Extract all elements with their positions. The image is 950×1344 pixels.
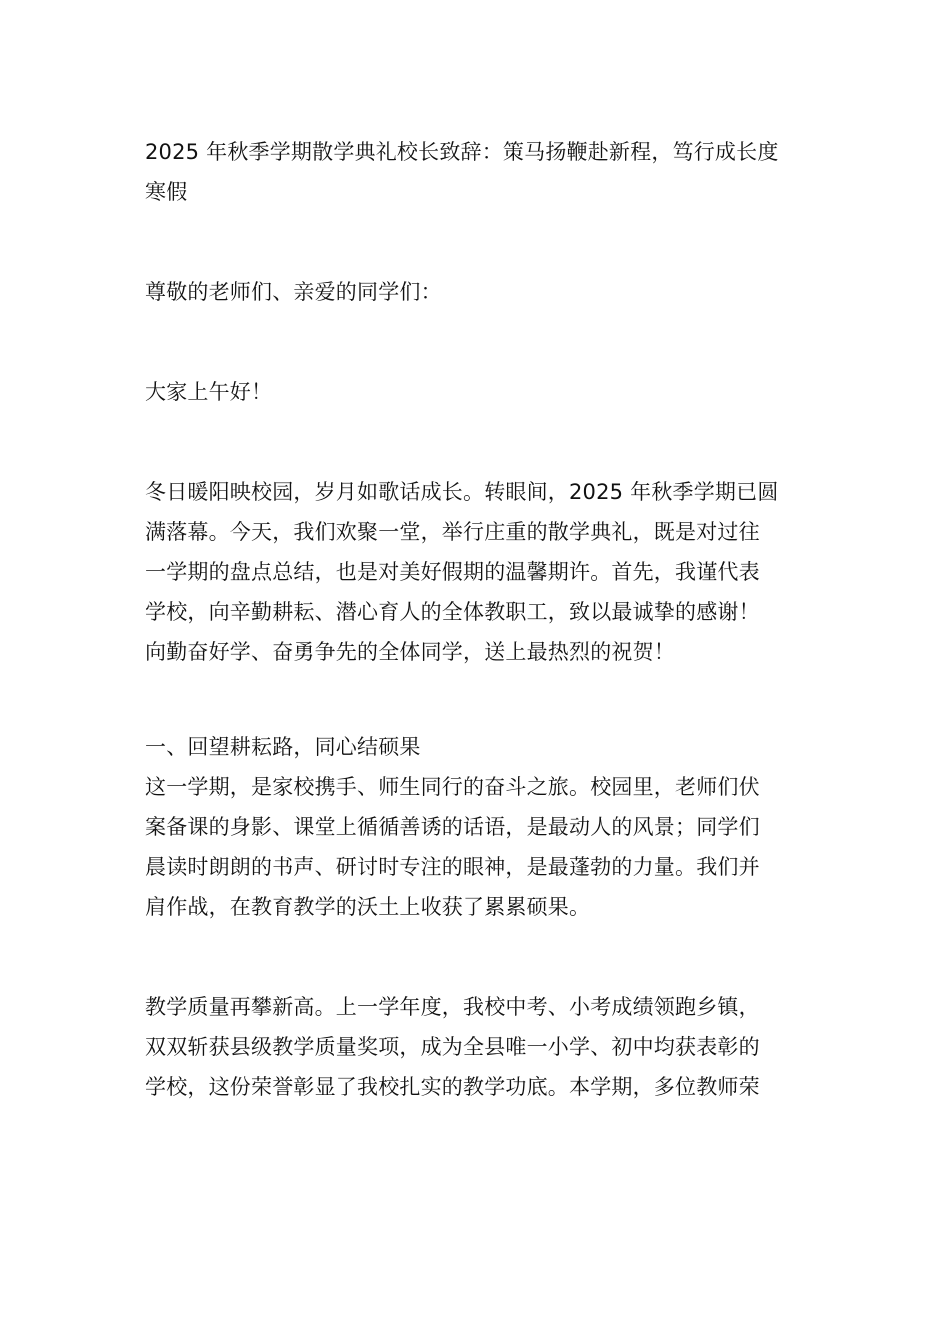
paragraph-line: 一学期的盘点总结，也是对美好假期的温馨期许。首先，我谨代表 bbox=[145, 560, 760, 584]
document-page bbox=[145, 132, 810, 1107]
paragraph-line: 满落幕。今天，我们欢聚一堂，举行庄重的散学典礼，既是对过往 bbox=[145, 520, 760, 544]
title-line-2: 寒假 bbox=[145, 180, 188, 204]
section-heading-1: 一、回望耕耘路，同心结硕果 bbox=[145, 735, 421, 759]
paragraph-line: 肩作战，在教育教学的沃土上收获了累累硕果。 bbox=[145, 895, 591, 919]
paragraph-2 bbox=[145, 767, 810, 927]
paragraph-line: 向勤奋好学、奋勇争先的全体同学，送上最热烈的祝贺！ bbox=[145, 640, 675, 664]
salutation: 尊敬的老师们、亲爱的同学们： bbox=[145, 280, 442, 304]
paragraph-1 bbox=[145, 472, 810, 672]
paragraph-line: 晨读时朗朗的书声、研讨时专注的眼神，是最蓬勃的力量。我们并 bbox=[145, 855, 760, 879]
paragraph-line: 冬日暖阳映校园，岁月如歌话成长。转眼间，2025 年秋季学期已圆 bbox=[145, 480, 779, 504]
paragraph-line: 双双斩获县级教学质量奖项，成为全县唯一小学、初中均获表彰的 bbox=[145, 1035, 760, 1059]
greeting: 大家上午好！ bbox=[145, 380, 273, 404]
paragraph-line: 学校，向辛勤耕耘、潜心育人的全体教职工，致以最诚挚的感谢！ bbox=[145, 600, 760, 624]
paragraph-3 bbox=[145, 987, 810, 1107]
paragraph-line: 教学质量再攀新高。上一学年度，我校中考、小考成绩领跑乡镇， bbox=[145, 995, 760, 1019]
paragraph-line: 案备课的身影、课堂上循循善诱的话语，是最动人的风景；同学们 bbox=[145, 815, 760, 839]
paragraph-line: 这一学期，是家校携手、师生同行的奋斗之旅。校园里，老师们伏 bbox=[145, 775, 760, 799]
title-line-1: 2025 年秋季学期散学典礼校长致辞：策马扬鞭赴新程，笃行成长度 bbox=[145, 140, 779, 164]
paragraph-line: 学校，这份荣誉彰显了我校扎实的教学功底。本学期，多位教师荣 bbox=[145, 1075, 760, 1099]
